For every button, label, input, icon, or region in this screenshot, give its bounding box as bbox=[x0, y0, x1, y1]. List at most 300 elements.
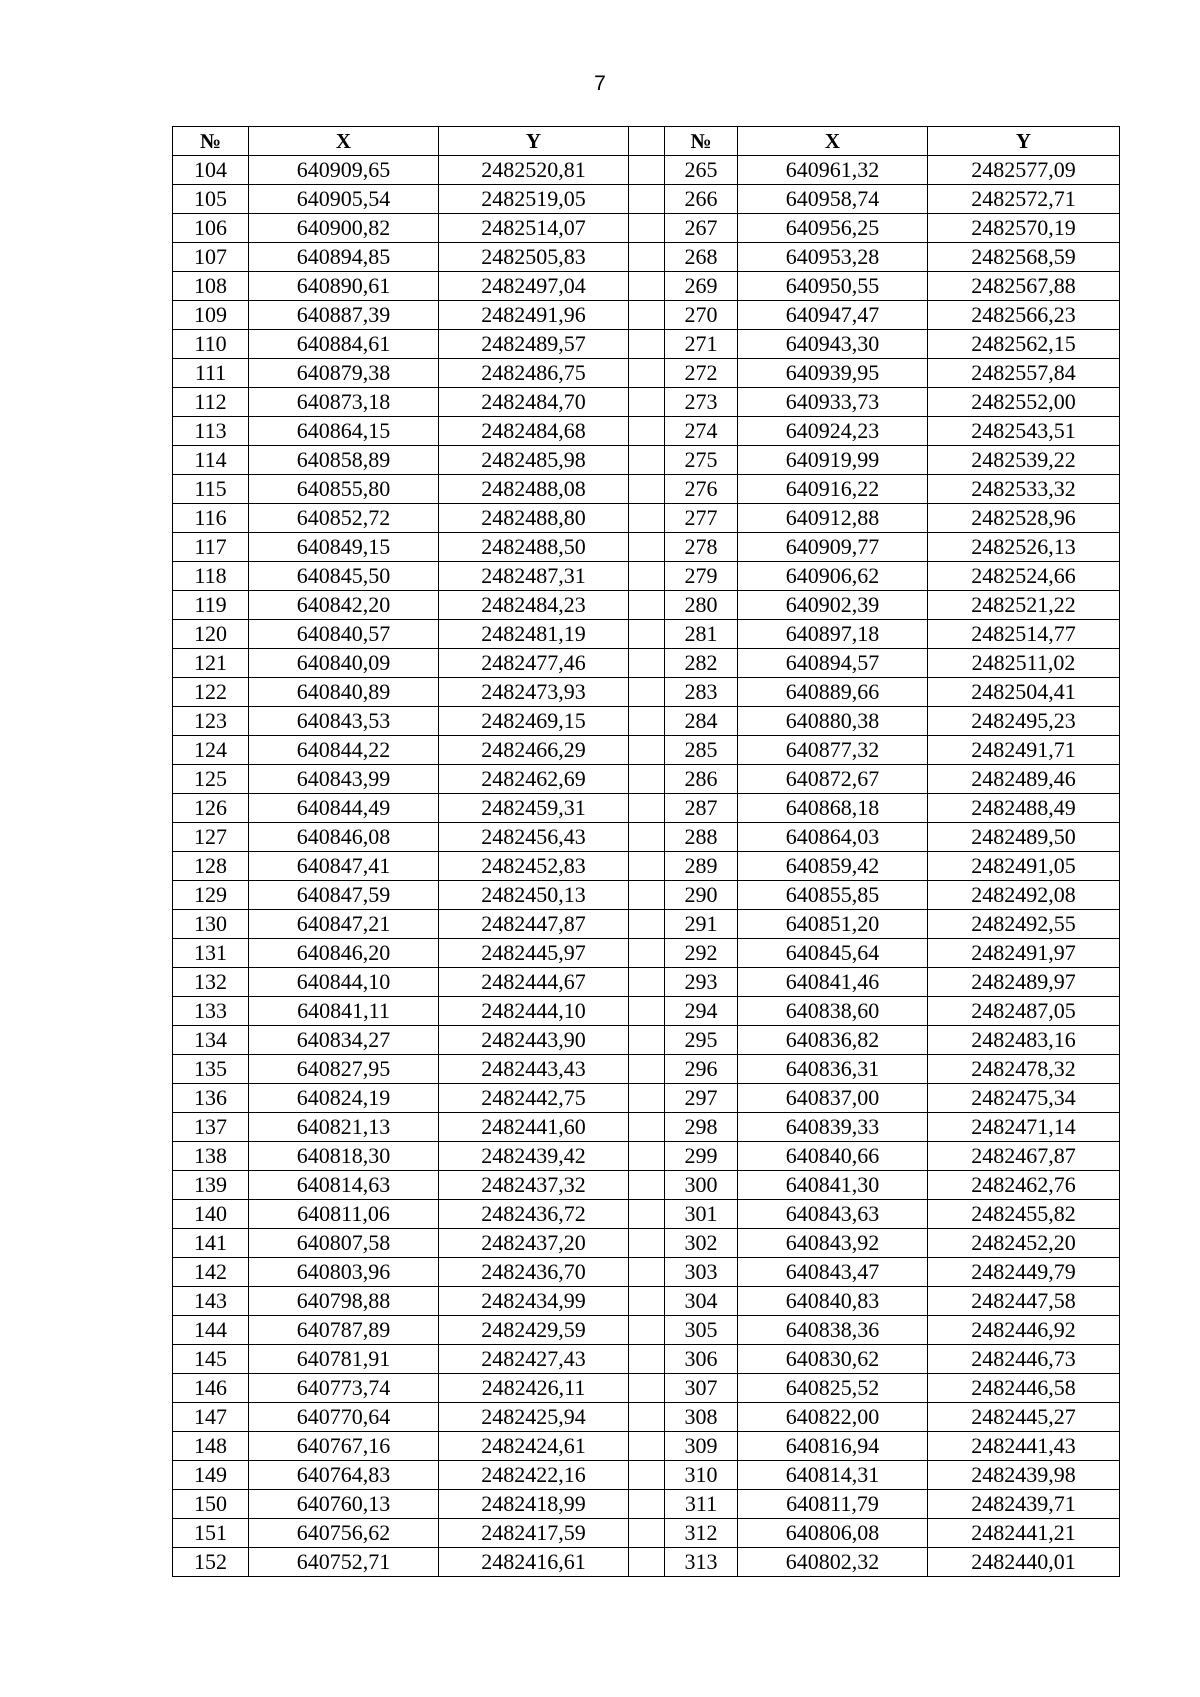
left-point-number-cell: 123 bbox=[173, 707, 249, 736]
left-y-coordinate-cell: 2482456,43 bbox=[439, 823, 629, 852]
gap-cell bbox=[629, 1084, 665, 1113]
left-point-number-cell: 126 bbox=[173, 794, 249, 823]
gap-cell bbox=[629, 417, 665, 446]
table-row bbox=[173, 1519, 1120, 1548]
right-y-coordinate-cell: 2482483,16 bbox=[928, 1026, 1120, 1055]
right-y-coordinate-cell: 2482552,00 bbox=[928, 388, 1120, 417]
gap-cell bbox=[629, 156, 665, 185]
table-row bbox=[173, 301, 1120, 330]
table-row bbox=[173, 1432, 1120, 1461]
gap-cell bbox=[629, 794, 665, 823]
left-point-number-cell: 121 bbox=[173, 649, 249, 678]
right-y-coordinate-cell: 2482539,22 bbox=[928, 446, 1120, 475]
left-y-coordinate-cell: 2482519,05 bbox=[439, 185, 629, 214]
right-y-coordinate-cell: 2482570,19 bbox=[928, 214, 1120, 243]
left-x-coordinate-cell: 640818,30 bbox=[249, 1142, 439, 1171]
right-point-number-cell: 284 bbox=[665, 707, 738, 736]
left-point-number-cell: 107 bbox=[173, 243, 249, 272]
right-y-coordinate-cell: 2482566,23 bbox=[928, 301, 1120, 330]
left-y-coordinate-cell: 2482425,94 bbox=[439, 1403, 629, 1432]
right-point-number-cell: 283 bbox=[665, 678, 738, 707]
right-x-coordinate-cell: 640859,42 bbox=[738, 852, 928, 881]
left-y-coordinate-cell: 2482469,15 bbox=[439, 707, 629, 736]
right-point-number-cell: 280 bbox=[665, 591, 738, 620]
left-point-number-cell: 110 bbox=[173, 330, 249, 359]
table-row bbox=[173, 1142, 1120, 1171]
gap-cell bbox=[629, 736, 665, 765]
right-x-coordinate-cell: 640958,74 bbox=[738, 185, 928, 214]
right-x-coordinate-cell: 640953,28 bbox=[738, 243, 928, 272]
left-x-coordinate-cell: 640846,20 bbox=[249, 939, 439, 968]
left-y-coordinate-cell: 2482426,11 bbox=[439, 1374, 629, 1403]
table-row bbox=[173, 852, 1120, 881]
left-point-number-cell: 128 bbox=[173, 852, 249, 881]
left-point-number-cell: 125 bbox=[173, 765, 249, 794]
right-y-coordinate-cell: 2482526,13 bbox=[928, 533, 1120, 562]
gap-cell bbox=[629, 272, 665, 301]
right-x-coordinate-cell: 640924,23 bbox=[738, 417, 928, 446]
right-point-number-cell: 304 bbox=[665, 1287, 738, 1316]
right-point-number-cell: 297 bbox=[665, 1084, 738, 1113]
table-row bbox=[173, 214, 1120, 243]
right-y-coordinate-cell: 2482562,15 bbox=[928, 330, 1120, 359]
left-point-number-cell: 150 bbox=[173, 1490, 249, 1519]
right-y-coordinate-cell: 2482572,71 bbox=[928, 185, 1120, 214]
left-x-coordinate-cell: 640807,58 bbox=[249, 1229, 439, 1258]
table-row bbox=[173, 1374, 1120, 1403]
table-row bbox=[173, 1345, 1120, 1374]
right-x-coordinate-cell: 640916,22 bbox=[738, 475, 928, 504]
right-x-coordinate-cell: 640836,31 bbox=[738, 1055, 928, 1084]
right-x-coordinate-cell: 640802,32 bbox=[738, 1548, 928, 1577]
left-y-coordinate-cell: 2482427,43 bbox=[439, 1345, 629, 1374]
left-point-number-cell: 119 bbox=[173, 591, 249, 620]
left-y-coordinate-cell: 2482452,83 bbox=[439, 852, 629, 881]
right-point-number-cell: 305 bbox=[665, 1316, 738, 1345]
header-y-right: Y bbox=[928, 127, 1120, 156]
right-y-coordinate-cell: 2482568,59 bbox=[928, 243, 1120, 272]
right-y-coordinate-cell: 2482567,88 bbox=[928, 272, 1120, 301]
left-y-coordinate-cell: 2482487,31 bbox=[439, 562, 629, 591]
right-point-number-cell: 313 bbox=[665, 1548, 738, 1577]
table-row bbox=[173, 910, 1120, 939]
right-x-coordinate-cell: 640843,63 bbox=[738, 1200, 928, 1229]
right-point-number-cell: 273 bbox=[665, 388, 738, 417]
left-x-coordinate-cell: 640879,38 bbox=[249, 359, 439, 388]
right-y-coordinate-cell: 2482557,84 bbox=[928, 359, 1120, 388]
right-y-coordinate-cell: 2482455,82 bbox=[928, 1200, 1120, 1229]
right-x-coordinate-cell: 640825,52 bbox=[738, 1374, 928, 1403]
right-point-number-cell: 299 bbox=[665, 1142, 738, 1171]
left-x-coordinate-cell: 640840,09 bbox=[249, 649, 439, 678]
right-x-coordinate-cell: 640894,57 bbox=[738, 649, 928, 678]
gap-cell bbox=[629, 591, 665, 620]
right-x-coordinate-cell: 640950,55 bbox=[738, 272, 928, 301]
gap-cell bbox=[629, 1171, 665, 1200]
left-y-coordinate-cell: 2482436,72 bbox=[439, 1200, 629, 1229]
left-x-coordinate-cell: 640842,20 bbox=[249, 591, 439, 620]
right-point-number-cell: 309 bbox=[665, 1432, 738, 1461]
table-row bbox=[173, 562, 1120, 591]
left-point-number-cell: 146 bbox=[173, 1374, 249, 1403]
gap-cell bbox=[629, 533, 665, 562]
right-x-coordinate-cell: 640943,30 bbox=[738, 330, 928, 359]
left-x-coordinate-cell: 640858,89 bbox=[249, 446, 439, 475]
right-point-number-cell: 286 bbox=[665, 765, 738, 794]
right-y-coordinate-cell: 2482489,46 bbox=[928, 765, 1120, 794]
left-point-number-cell: 117 bbox=[173, 533, 249, 562]
left-point-number-cell: 152 bbox=[173, 1548, 249, 1577]
right-point-number-cell: 307 bbox=[665, 1374, 738, 1403]
left-point-number-cell: 118 bbox=[173, 562, 249, 591]
left-point-number-cell: 134 bbox=[173, 1026, 249, 1055]
table-row bbox=[173, 1490, 1120, 1519]
left-x-coordinate-cell: 640844,49 bbox=[249, 794, 439, 823]
left-x-coordinate-cell: 640873,18 bbox=[249, 388, 439, 417]
gap-cell bbox=[629, 214, 665, 243]
left-x-coordinate-cell: 640890,61 bbox=[249, 272, 439, 301]
right-x-coordinate-cell: 640806,08 bbox=[738, 1519, 928, 1548]
right-point-number-cell: 266 bbox=[665, 185, 738, 214]
right-point-number-cell: 308 bbox=[665, 1403, 738, 1432]
right-y-coordinate-cell: 2482495,23 bbox=[928, 707, 1120, 736]
left-x-coordinate-cell: 640844,10 bbox=[249, 968, 439, 997]
gap-cell bbox=[629, 1403, 665, 1432]
right-point-number-cell: 301 bbox=[665, 1200, 738, 1229]
left-point-number-cell: 122 bbox=[173, 678, 249, 707]
right-x-coordinate-cell: 640889,66 bbox=[738, 678, 928, 707]
left-point-number-cell: 108 bbox=[173, 272, 249, 301]
table-row bbox=[173, 939, 1120, 968]
gap-cell bbox=[629, 1287, 665, 1316]
right-y-coordinate-cell: 2482488,49 bbox=[928, 794, 1120, 823]
left-y-coordinate-cell: 2482484,23 bbox=[439, 591, 629, 620]
right-y-coordinate-cell: 2482440,01 bbox=[928, 1548, 1120, 1577]
right-point-number-cell: 279 bbox=[665, 562, 738, 591]
table-row bbox=[173, 736, 1120, 765]
table-row bbox=[173, 1461, 1120, 1490]
gap-cell bbox=[629, 1345, 665, 1374]
table-row bbox=[173, 591, 1120, 620]
left-y-coordinate-cell: 2482466,29 bbox=[439, 736, 629, 765]
left-y-coordinate-cell: 2482462,69 bbox=[439, 765, 629, 794]
left-y-coordinate-cell: 2482416,61 bbox=[439, 1548, 629, 1577]
table-row bbox=[173, 359, 1120, 388]
right-x-coordinate-cell: 640845,64 bbox=[738, 939, 928, 968]
right-x-coordinate-cell: 640851,20 bbox=[738, 910, 928, 939]
left-x-coordinate-cell: 640894,85 bbox=[249, 243, 439, 272]
right-point-number-cell: 312 bbox=[665, 1519, 738, 1548]
gap-cell bbox=[629, 997, 665, 1026]
table-row bbox=[173, 330, 1120, 359]
right-y-coordinate-cell: 2482445,27 bbox=[928, 1403, 1120, 1432]
right-x-coordinate-cell: 640838,36 bbox=[738, 1316, 928, 1345]
left-x-coordinate-cell: 640840,57 bbox=[249, 620, 439, 649]
page-number: 7 bbox=[594, 72, 606, 95]
table-row bbox=[173, 1258, 1120, 1287]
left-point-number-cell: 120 bbox=[173, 620, 249, 649]
right-y-coordinate-cell: 2482446,92 bbox=[928, 1316, 1120, 1345]
left-x-coordinate-cell: 640846,08 bbox=[249, 823, 439, 852]
right-y-coordinate-cell: 2482533,32 bbox=[928, 475, 1120, 504]
left-point-number-cell: 111 bbox=[173, 359, 249, 388]
right-point-number-cell: 277 bbox=[665, 504, 738, 533]
table-row bbox=[173, 185, 1120, 214]
left-y-coordinate-cell: 2482439,42 bbox=[439, 1142, 629, 1171]
table-row bbox=[173, 794, 1120, 823]
gap-cell bbox=[629, 562, 665, 591]
gap-cell bbox=[629, 939, 665, 968]
table-row bbox=[173, 1316, 1120, 1345]
table-row bbox=[173, 1287, 1120, 1316]
right-y-coordinate-cell: 2482449,79 bbox=[928, 1258, 1120, 1287]
right-point-number-cell: 287 bbox=[665, 794, 738, 823]
right-y-coordinate-cell: 2482447,58 bbox=[928, 1287, 1120, 1316]
header-x-right: X bbox=[738, 127, 928, 156]
left-point-number-cell: 148 bbox=[173, 1432, 249, 1461]
right-x-coordinate-cell: 640843,47 bbox=[738, 1258, 928, 1287]
left-x-coordinate-cell: 640887,39 bbox=[249, 301, 439, 330]
right-y-coordinate-cell: 2482514,77 bbox=[928, 620, 1120, 649]
left-x-coordinate-cell: 640855,80 bbox=[249, 475, 439, 504]
table-row bbox=[173, 707, 1120, 736]
right-point-number-cell: 288 bbox=[665, 823, 738, 852]
left-y-coordinate-cell: 2482443,43 bbox=[439, 1055, 629, 1084]
left-x-coordinate-cell: 640847,21 bbox=[249, 910, 439, 939]
right-point-number-cell: 289 bbox=[665, 852, 738, 881]
left-y-coordinate-cell: 2482450,13 bbox=[439, 881, 629, 910]
right-point-number-cell: 302 bbox=[665, 1229, 738, 1258]
left-point-number-cell: 104 bbox=[173, 156, 249, 185]
right-point-number-cell: 300 bbox=[665, 1171, 738, 1200]
right-point-number-cell: 265 bbox=[665, 156, 738, 185]
right-x-coordinate-cell: 640837,00 bbox=[738, 1084, 928, 1113]
right-y-coordinate-cell: 2482492,08 bbox=[928, 881, 1120, 910]
gap-cell bbox=[629, 1258, 665, 1287]
right-y-coordinate-cell: 2482489,50 bbox=[928, 823, 1120, 852]
left-y-coordinate-cell: 2482489,57 bbox=[439, 330, 629, 359]
left-y-coordinate-cell: 2482436,70 bbox=[439, 1258, 629, 1287]
right-point-number-cell: 270 bbox=[665, 301, 738, 330]
gap-cell bbox=[629, 852, 665, 881]
table-row bbox=[173, 620, 1120, 649]
right-x-coordinate-cell: 640912,88 bbox=[738, 504, 928, 533]
left-y-coordinate-cell: 2482505,83 bbox=[439, 243, 629, 272]
table-body bbox=[173, 156, 1120, 1577]
left-point-number-cell: 106 bbox=[173, 214, 249, 243]
table-row bbox=[173, 272, 1120, 301]
right-point-number-cell: 294 bbox=[665, 997, 738, 1026]
left-point-number-cell: 149 bbox=[173, 1461, 249, 1490]
right-y-coordinate-cell: 2482511,02 bbox=[928, 649, 1120, 678]
left-y-coordinate-cell: 2482514,07 bbox=[439, 214, 629, 243]
left-point-number-cell: 116 bbox=[173, 504, 249, 533]
left-y-coordinate-cell: 2482417,59 bbox=[439, 1519, 629, 1548]
right-point-number-cell: 281 bbox=[665, 620, 738, 649]
right-x-coordinate-cell: 640872,67 bbox=[738, 765, 928, 794]
left-y-coordinate-cell: 2482444,10 bbox=[439, 997, 629, 1026]
left-point-number-cell: 124 bbox=[173, 736, 249, 765]
table-row bbox=[173, 1026, 1120, 1055]
gap-cell bbox=[629, 1374, 665, 1403]
table-row bbox=[173, 1113, 1120, 1142]
right-y-coordinate-cell: 2482439,71 bbox=[928, 1490, 1120, 1519]
right-x-coordinate-cell: 640840,83 bbox=[738, 1287, 928, 1316]
right-point-number-cell: 306 bbox=[665, 1345, 738, 1374]
table-row bbox=[173, 1084, 1120, 1113]
left-point-number-cell: 140 bbox=[173, 1200, 249, 1229]
gap-cell bbox=[629, 1490, 665, 1519]
gap-cell bbox=[629, 1026, 665, 1055]
left-point-number-cell: 113 bbox=[173, 417, 249, 446]
gap-cell bbox=[629, 910, 665, 939]
right-y-coordinate-cell: 2482446,58 bbox=[928, 1374, 1120, 1403]
gap-cell bbox=[629, 1113, 665, 1142]
right-point-number-cell: 275 bbox=[665, 446, 738, 475]
table-row bbox=[173, 475, 1120, 504]
right-x-coordinate-cell: 640906,62 bbox=[738, 562, 928, 591]
left-point-number-cell: 143 bbox=[173, 1287, 249, 1316]
left-x-coordinate-cell: 640847,41 bbox=[249, 852, 439, 881]
right-y-coordinate-cell: 2482487,05 bbox=[928, 997, 1120, 1026]
right-x-coordinate-cell: 640830,62 bbox=[738, 1345, 928, 1374]
left-point-number-cell: 144 bbox=[173, 1316, 249, 1345]
right-y-coordinate-cell: 2482491,97 bbox=[928, 939, 1120, 968]
left-x-coordinate-cell: 640770,64 bbox=[249, 1403, 439, 1432]
left-x-coordinate-cell: 640841,11 bbox=[249, 997, 439, 1026]
right-y-coordinate-cell: 2482475,34 bbox=[928, 1084, 1120, 1113]
right-y-coordinate-cell: 2482467,87 bbox=[928, 1142, 1120, 1171]
right-x-coordinate-cell: 640840,66 bbox=[738, 1142, 928, 1171]
right-y-coordinate-cell: 2482462,76 bbox=[928, 1171, 1120, 1200]
right-point-number-cell: 303 bbox=[665, 1258, 738, 1287]
left-y-coordinate-cell: 2482473,93 bbox=[439, 678, 629, 707]
right-point-number-cell: 278 bbox=[665, 533, 738, 562]
left-x-coordinate-cell: 640821,13 bbox=[249, 1113, 439, 1142]
left-point-number-cell: 127 bbox=[173, 823, 249, 852]
header-num-left: № bbox=[173, 127, 249, 156]
left-x-coordinate-cell: 640847,59 bbox=[249, 881, 439, 910]
left-y-coordinate-cell: 2482484,70 bbox=[439, 388, 629, 417]
right-x-coordinate-cell: 640868,18 bbox=[738, 794, 928, 823]
right-y-coordinate-cell: 2482441,43 bbox=[928, 1432, 1120, 1461]
table-row bbox=[173, 156, 1120, 185]
right-point-number-cell: 271 bbox=[665, 330, 738, 359]
right-x-coordinate-cell: 640811,79 bbox=[738, 1490, 928, 1519]
left-point-number-cell: 114 bbox=[173, 446, 249, 475]
left-y-coordinate-cell: 2482477,46 bbox=[439, 649, 629, 678]
table-row bbox=[173, 968, 1120, 997]
left-y-coordinate-cell: 2482429,59 bbox=[439, 1316, 629, 1345]
right-point-number-cell: 296 bbox=[665, 1055, 738, 1084]
gap-cell bbox=[629, 243, 665, 272]
right-y-coordinate-cell: 2482504,41 bbox=[928, 678, 1120, 707]
left-y-coordinate-cell: 2482422,16 bbox=[439, 1461, 629, 1490]
right-y-coordinate-cell: 2482528,96 bbox=[928, 504, 1120, 533]
gap-cell bbox=[629, 649, 665, 678]
right-y-coordinate-cell: 2482452,20 bbox=[928, 1229, 1120, 1258]
gap-cell bbox=[629, 881, 665, 910]
left-point-number-cell: 130 bbox=[173, 910, 249, 939]
left-x-coordinate-cell: 640852,72 bbox=[249, 504, 439, 533]
left-x-coordinate-cell: 640843,99 bbox=[249, 765, 439, 794]
table-row bbox=[173, 504, 1120, 533]
right-x-coordinate-cell: 640843,92 bbox=[738, 1229, 928, 1258]
left-y-coordinate-cell: 2482491,96 bbox=[439, 301, 629, 330]
right-x-coordinate-cell: 640814,31 bbox=[738, 1461, 928, 1490]
gap-cell bbox=[629, 765, 665, 794]
right-x-coordinate-cell: 640939,95 bbox=[738, 359, 928, 388]
gap-cell bbox=[629, 301, 665, 330]
left-y-coordinate-cell: 2482434,99 bbox=[439, 1287, 629, 1316]
left-x-coordinate-cell: 640840,89 bbox=[249, 678, 439, 707]
gap-cell bbox=[629, 1432, 665, 1461]
gap-cell bbox=[629, 823, 665, 852]
header-y-left: Y bbox=[439, 127, 629, 156]
right-y-coordinate-cell: 2482471,14 bbox=[928, 1113, 1120, 1142]
left-y-coordinate-cell: 2482418,99 bbox=[439, 1490, 629, 1519]
header-x-left: X bbox=[249, 127, 439, 156]
right-y-coordinate-cell: 2482446,73 bbox=[928, 1345, 1120, 1374]
left-point-number-cell: 132 bbox=[173, 968, 249, 997]
right-point-number-cell: 298 bbox=[665, 1113, 738, 1142]
right-x-coordinate-cell: 640864,03 bbox=[738, 823, 928, 852]
left-y-coordinate-cell: 2482497,04 bbox=[439, 272, 629, 301]
left-x-coordinate-cell: 640884,61 bbox=[249, 330, 439, 359]
left-point-number-cell: 129 bbox=[173, 881, 249, 910]
right-point-number-cell: 292 bbox=[665, 939, 738, 968]
table-row bbox=[173, 649, 1120, 678]
gap-cell bbox=[629, 1142, 665, 1171]
right-point-number-cell: 295 bbox=[665, 1026, 738, 1055]
left-point-number-cell: 151 bbox=[173, 1519, 249, 1548]
left-point-number-cell: 138 bbox=[173, 1142, 249, 1171]
left-x-coordinate-cell: 640803,96 bbox=[249, 1258, 439, 1287]
gap-cell bbox=[629, 707, 665, 736]
right-x-coordinate-cell: 640897,18 bbox=[738, 620, 928, 649]
table-row bbox=[173, 533, 1120, 562]
right-point-number-cell: 285 bbox=[665, 736, 738, 765]
table-row bbox=[173, 1171, 1120, 1200]
right-x-coordinate-cell: 640933,73 bbox=[738, 388, 928, 417]
left-y-coordinate-cell: 2482424,61 bbox=[439, 1432, 629, 1461]
left-point-number-cell: 131 bbox=[173, 939, 249, 968]
left-y-coordinate-cell: 2482488,50 bbox=[439, 533, 629, 562]
right-point-number-cell: 311 bbox=[665, 1490, 738, 1519]
left-x-coordinate-cell: 640814,63 bbox=[249, 1171, 439, 1200]
right-y-coordinate-cell: 2482478,32 bbox=[928, 1055, 1120, 1084]
left-y-coordinate-cell: 2482520,81 bbox=[439, 156, 629, 185]
table-row bbox=[173, 243, 1120, 272]
gap-cell bbox=[629, 359, 665, 388]
right-point-number-cell: 291 bbox=[665, 910, 738, 939]
right-y-coordinate-cell: 2482491,05 bbox=[928, 852, 1120, 881]
right-x-coordinate-cell: 640838,60 bbox=[738, 997, 928, 1026]
gap-cell bbox=[629, 185, 665, 214]
left-x-coordinate-cell: 640843,53 bbox=[249, 707, 439, 736]
gap-cell bbox=[629, 1316, 665, 1345]
right-point-number-cell: 290 bbox=[665, 881, 738, 910]
left-x-coordinate-cell: 640844,22 bbox=[249, 736, 439, 765]
right-point-number-cell: 310 bbox=[665, 1461, 738, 1490]
left-x-coordinate-cell: 640781,91 bbox=[249, 1345, 439, 1374]
left-x-coordinate-cell: 640909,65 bbox=[249, 156, 439, 185]
right-point-number-cell: 267 bbox=[665, 214, 738, 243]
left-y-coordinate-cell: 2482447,87 bbox=[439, 910, 629, 939]
left-x-coordinate-cell: 640849,15 bbox=[249, 533, 439, 562]
table-row bbox=[173, 678, 1120, 707]
right-x-coordinate-cell: 640855,85 bbox=[738, 881, 928, 910]
